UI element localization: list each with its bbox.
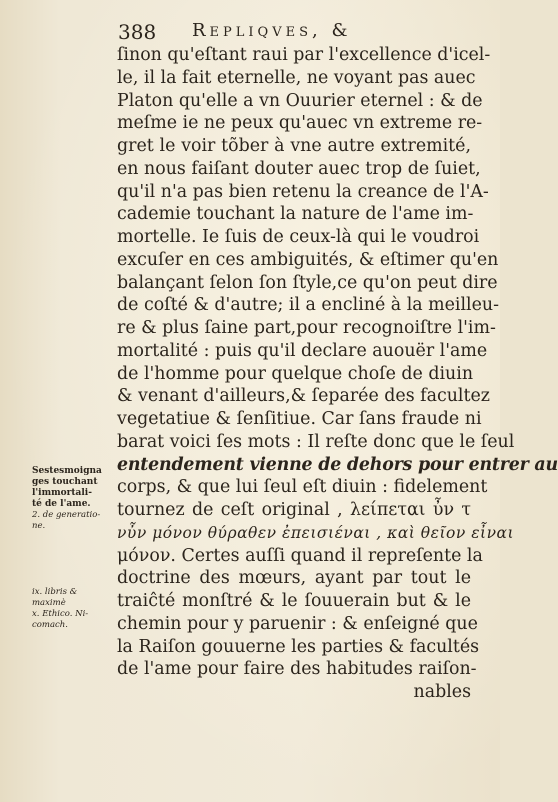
- text-line: le, il la fait eternelle, ne voyant pas auec: [117, 67, 476, 88]
- text-line: μόνον. Certes auſſi quand il repreſente la: [117, 545, 483, 566]
- text-line: mortalité : puis qu'il declare auouër l'ame: [117, 340, 488, 361]
- margin-note-line: x. Ethico. Ni-: [32, 609, 89, 619]
- text-line: de l'ame pour faire des habitudes raiſon-: [117, 659, 477, 680]
- text-line: balançant ſelon ſon ſtyle,ce qu'on peut dire: [117, 272, 498, 293]
- text-line: ſinon qu'eſtant raui par l'excellence d'icel-: [117, 45, 491, 65]
- text-line: re & plus ſaine part,pour recognoiſtre l'im-: [117, 318, 496, 338]
- text-line: mortelle. Ie ſuis de ceux-là qui le voudroi: [117, 227, 480, 247]
- margin-note-line: maximè: [32, 598, 66, 608]
- text-line-greek: νὖν μόνον θύραθεν ἐπεισιέναι , καὶ θεῖον εἶναι: [117, 523, 515, 542]
- margin-note-line: comach.: [32, 620, 68, 630]
- running-head: Repliqves, &: [192, 20, 352, 41]
- text-line: & venant d'ailleurs,& ſeparée des facultez: [117, 386, 490, 407]
- margin-note-line: 2. de generatio-: [32, 510, 101, 520]
- text-line: de coſté & d'autre; il a encliné à la meilleu-: [117, 295, 499, 316]
- page-header: [118, 20, 448, 44]
- text-line-italic: entendement vienne de dehors pour entrer au: [117, 454, 558, 475]
- text-line: vegetatiue & ſenſitiue. Car ſans fraude ni: [117, 409, 482, 429]
- text-line: doctrine des mœurs, ayant par tout le: [117, 568, 471, 589]
- text-line: de l'homme pour quelque choſe de diuin: [117, 363, 474, 384]
- text-line: la Raiſon gouuerne les parties & facultés: [117, 636, 480, 657]
- text-line: meſme ie ne peux qu'auec vn extreme re-: [117, 113, 483, 134]
- margin-note-line: ne.: [32, 521, 46, 531]
- body-text: [117, 44, 558, 704]
- text-line: excuſer en ces ambiguités, & eſtimer qu'en: [117, 249, 499, 270]
- margin-note-line: ges touchant: [32, 477, 98, 487]
- text-line: corps, & que lui ſeul eſt diuin : fidelement: [117, 477, 488, 498]
- text-line: traiĉté monſtré & le ſouuerain but & le: [117, 591, 471, 611]
- page-number: 388: [118, 20, 157, 44]
- margin-note-ethics: [32, 587, 114, 631]
- margin-note-immortality: [32, 466, 114, 532]
- text-line: en nous faiſant douter auec trop de ſuiet,: [117, 158, 481, 179]
- text-line: barat voici ſes mots : Il reſte donc que le ſeul: [117, 431, 515, 452]
- text-line: Platon qu'elle a vn Ouurier eternel : & de: [117, 90, 483, 111]
- text-line: cademie touchant la nature de l'ame im-: [117, 204, 474, 225]
- text-line: gret le voir tõber à vne autre extremité,: [117, 136, 471, 156]
- margin-note-line: l'immortali-: [32, 488, 92, 498]
- margin-note-line: Sestesmoigna: [32, 466, 102, 476]
- text-line: chemin pour y paruenir : & enſeigné que: [117, 613, 478, 634]
- text-line: qu'il n'a pas bien retenu la creance de l'A-: [117, 181, 489, 202]
- margin-note-line: ix. libris &: [32, 587, 78, 597]
- text-line-last: nables: [413, 682, 471, 702]
- margin-note-line: té de l'ame.: [32, 499, 91, 509]
- text-line: tournez de ceſt original , λείπεται ὖν τ: [117, 500, 471, 520]
